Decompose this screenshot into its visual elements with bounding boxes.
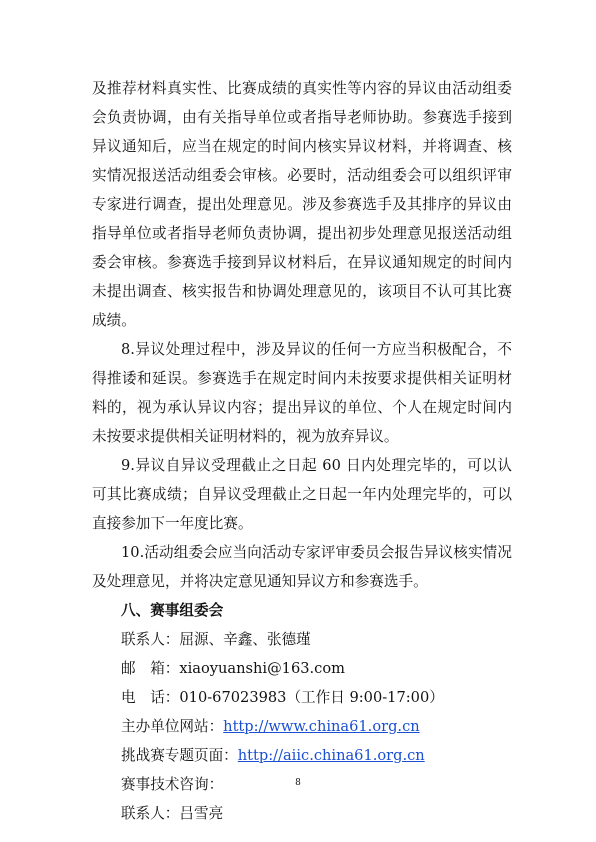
challenge-page-line xyxy=(92,741,512,770)
challenge-page-label: 挑战赛专题页面： xyxy=(121,747,238,764)
email-label: 邮 箱： xyxy=(121,660,180,677)
host-site-label: 主办单位网站： xyxy=(121,718,224,735)
contact-persons-value: 屈源、辛鑫、张德瑾 xyxy=(179,631,311,648)
contact-persons-line xyxy=(92,625,512,654)
challenge-page-link[interactable]: http://aiic.china61.org.cn xyxy=(237,747,425,764)
email-value: xiaoyuanshi@163.com xyxy=(179,660,345,677)
section-heading: 八、赛事组委会 xyxy=(121,602,224,619)
paragraph-objection-handling: 及推荐材料真实性、比赛成绩的真实性等内容的异议由活动组委会负责协调，由有关指导单位或者指导老师协助。参赛选手接到异议通知后，应当在规定的时间内核实异议材料，并将调查、核实情况报送活动组委会审核。必要时，活动组委会可以组织评审专家进行调查，提出处理意见。涉及参赛选手及其排序的异议由指导单位或者指导老师负责协调，提出初步处理意见报送活动组委会审核。参赛选手接到异议材料后，在异议通知规定的时间内未提出调查、核实报告和协调处理意见的，该项目不认可其比赛成绩。 xyxy=(92,80,512,329)
paragraph-item-9: 9.异议自异议受理截止之日起 60 日内处理完毕的，可以认可其比赛成绩；自异议受理截止之日起一年内处理完毕的，可以直接参加下一年度比赛。 xyxy=(92,457,512,532)
phone-value: 010-67023983（工作日 9:00-17:00） xyxy=(179,689,444,706)
phone-line xyxy=(92,683,512,712)
paragraph-item-10: 10.活动组委会应当向活动专家评审委员会报告异议核实情况及处理意见，并将决定意见通知异议方和参赛选手。 xyxy=(92,544,512,590)
host-site-link[interactable]: http://www.china61.org.cn xyxy=(223,718,420,735)
body-text xyxy=(92,74,512,828)
tech-consult-label: 赛事技术咨询： xyxy=(121,776,224,793)
contact-persons-label: 联系人： xyxy=(121,631,180,648)
email-line xyxy=(92,654,512,683)
tech-contact-line xyxy=(92,799,512,828)
host-site-line xyxy=(92,712,512,741)
tech-contact-label: 联系人： xyxy=(121,805,180,822)
paragraph-item-8: 8.异议处理过程中，涉及异议的任何一方应当积极配合，不得推诿和延误。参赛选手在规定时间内未按要求提供相关证明材料的，视为承认异议内容；提出异议的单位、个人在规定时间内未按要求提供相关证明材料的，视为放弃异议。 xyxy=(92,341,512,445)
phone-label: 电 话： xyxy=(121,689,180,706)
tech-contact-value: 吕雪亮 xyxy=(179,805,224,822)
page-number: 8 xyxy=(295,778,301,788)
